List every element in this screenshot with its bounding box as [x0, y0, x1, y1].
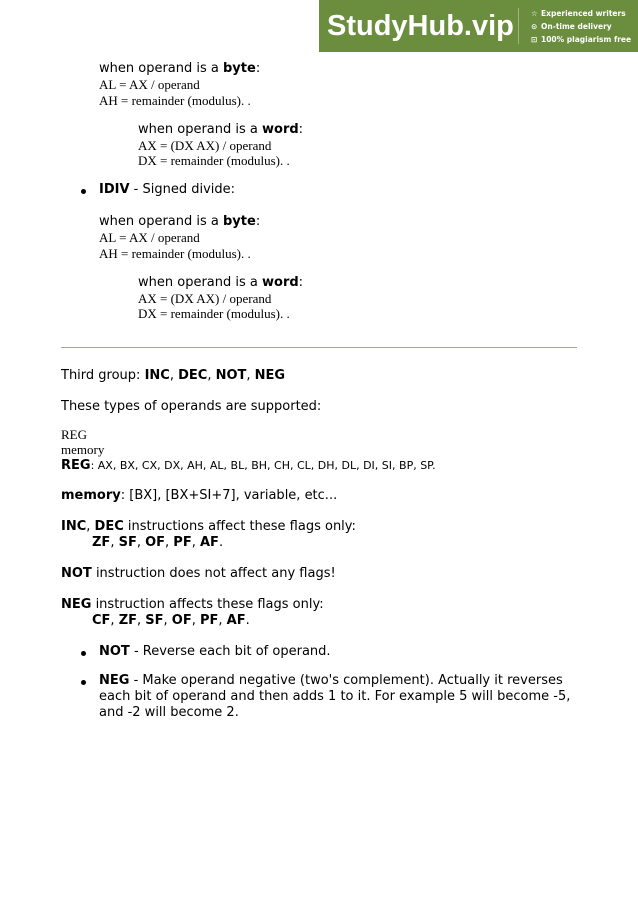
- flag-of: OF: [171, 613, 192, 628]
- feature-plagiarism-free: [531, 33, 631, 46]
- feature-text: 100% plagiarism free: [541, 35, 632, 44]
- neg-flags-line: [61, 597, 324, 612]
- idiv-keyword: IDIV: [99, 182, 130, 197]
- text: ,: [86, 519, 95, 534]
- flag-af: AF: [226, 613, 246, 628]
- flag-zf: ZF: [118, 613, 137, 628]
- div-byte-line1: AL = AX / operand: [99, 77, 200, 92]
- star-icon: ☆: [531, 9, 538, 18]
- idiv-byte-line1: AL = AX / operand: [99, 230, 200, 245]
- studyhub-banner[interactable]: [319, 0, 638, 52]
- not-flags-line: [61, 566, 336, 581]
- text: instruction does not affect any flags!: [91, 566, 336, 581]
- text: .: [245, 613, 250, 628]
- div-word-heading: [138, 122, 303, 137]
- text: when operand is a: [99, 214, 223, 229]
- word-keyword: word: [262, 122, 299, 137]
- memory-list: : [BX], [BX+SI+7], variable, etc...: [120, 488, 338, 503]
- third-group-heading: [61, 368, 285, 383]
- reg-keyword: REG: [61, 458, 91, 473]
- clock-icon: ⊙: [531, 22, 538, 31]
- neg-keyword: NEG: [61, 597, 92, 612]
- div-word-line1: AX = (DX AX) / operand: [138, 138, 272, 153]
- neg-flags: [92, 613, 250, 628]
- bullet-not: [81, 651, 86, 656]
- div-byte-heading: [99, 61, 260, 76]
- neg-keyword: NEG: [254, 368, 286, 383]
- idiv-byte-heading: [99, 214, 260, 229]
- text: ,: [169, 368, 179, 383]
- text: ,: [207, 368, 216, 383]
- idiv-item: [99, 182, 235, 197]
- text: when operand is a: [99, 61, 223, 76]
- text: - Make operand negative (two's complement). Actually it reverses: [129, 673, 563, 688]
- idiv-word-heading: [138, 275, 303, 290]
- neg-keyword: NEG: [99, 673, 130, 688]
- text: - Signed divide:: [129, 182, 236, 197]
- flag-pf: PF: [199, 613, 219, 628]
- text: ,: [191, 613, 200, 628]
- feature-text: Experienced writers: [541, 9, 626, 18]
- text: .: [218, 535, 224, 550]
- dec-keyword: DEC: [178, 368, 208, 383]
- idiv-word-line1: AX = (DX AX) / operand: [138, 291, 272, 306]
- neg-item-line3: and -2 will become 2.: [99, 705, 239, 720]
- text: ,: [246, 368, 255, 383]
- bullet-idiv: [81, 189, 86, 194]
- flag-sf: SF: [145, 613, 164, 628]
- word-keyword: word: [262, 275, 299, 290]
- text: ,: [163, 613, 172, 628]
- bullet-neg: [81, 680, 86, 685]
- text: ,: [137, 613, 146, 628]
- text: :: [298, 122, 304, 137]
- text: :: [255, 61, 261, 76]
- text: :: [255, 214, 261, 229]
- text: when operand is a: [138, 275, 262, 290]
- horizontal-rule: [61, 347, 577, 348]
- byte-keyword: byte: [223, 61, 256, 76]
- text: instructions affect these flags only:: [123, 519, 356, 534]
- flag-zf: ZF: [92, 535, 111, 550]
- flag-of: OF: [145, 535, 166, 550]
- flag-af: AF: [199, 535, 219, 550]
- memory-keyword: memory: [61, 488, 121, 503]
- not-keyword: NOT: [215, 368, 247, 383]
- supported-operands-text: These types of operands are supported:: [61, 399, 322, 414]
- feature-experienced-writers: [531, 7, 631, 20]
- text: :: [298, 275, 304, 290]
- text: ,: [110, 613, 119, 628]
- inc-keyword: INC: [144, 368, 170, 383]
- feature-on-time-delivery: [531, 20, 631, 33]
- reg-registers-line: [61, 458, 436, 473]
- dec-keyword: DEC: [94, 519, 124, 534]
- text: ,: [218, 613, 227, 628]
- flag-pf: PF: [173, 535, 192, 550]
- text: ,: [110, 535, 119, 550]
- div-word-line2: DX = remainder (modulus). .: [138, 153, 290, 168]
- flag-sf: SF: [118, 535, 137, 550]
- memory-line: [61, 488, 337, 503]
- incdec-flags: [92, 535, 223, 550]
- neg-item-line1: [99, 673, 563, 688]
- text: ,: [165, 535, 174, 550]
- banner-divider: [518, 8, 519, 44]
- div-byte-line2: AH = remainder (modulus). .: [99, 93, 251, 108]
- feature-text: On-time delivery: [541, 22, 612, 31]
- text: ,: [136, 535, 146, 550]
- not-keyword: NOT: [61, 566, 92, 581]
- text: when operand is a: [138, 122, 262, 137]
- banner-features: [531, 7, 631, 46]
- not-keyword: NOT: [99, 644, 130, 659]
- studyhub-logo: StudyHub.vip: [327, 9, 514, 42]
- inc-keyword: INC: [61, 519, 87, 534]
- flag-cf: CF: [92, 613, 111, 628]
- idiv-byte-line2: AH = remainder (modulus). .: [99, 246, 251, 261]
- check-doc-icon: ⊡: [531, 35, 538, 44]
- memory-plain: memory: [61, 442, 105, 457]
- not-item: [99, 644, 331, 659]
- idiv-word-line2: DX = remainder (modulus). .: [138, 306, 290, 321]
- text: instruction affects these flags only:: [91, 597, 324, 612]
- incdec-flags-line: [61, 519, 356, 534]
- neg-item-line2: each bit of operand and then adds 1 to it. For example 5 will become -5,: [99, 689, 571, 704]
- text: ,: [191, 535, 200, 550]
- text: Third group:: [61, 368, 145, 383]
- text: - Reverse each bit of operand.: [129, 644, 331, 659]
- reg-list: : AX, BX, CX, DX, AH, AL, BL, BH, CH, CL, DH, DL, DI, SI, BP, SP.: [90, 459, 436, 472]
- reg-plain: REG: [61, 427, 87, 442]
- byte-keyword: byte: [223, 214, 256, 229]
